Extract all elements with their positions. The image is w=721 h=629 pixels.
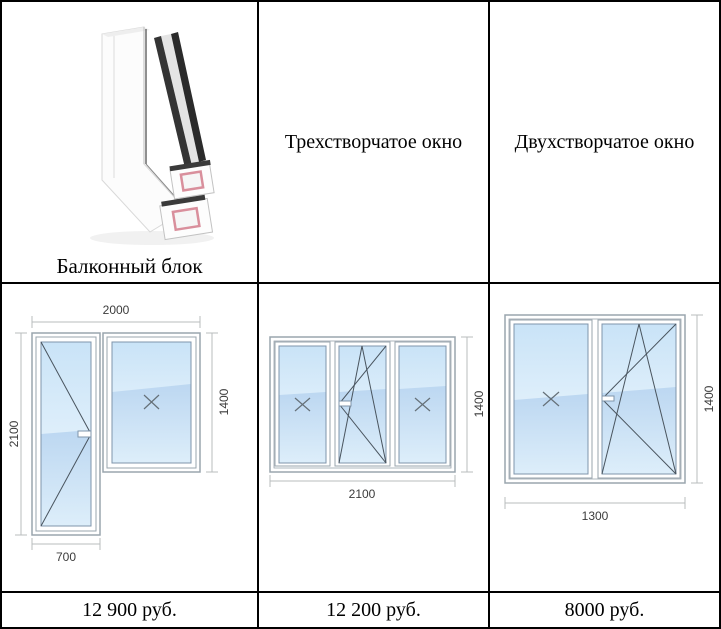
price-balcony-block: 12 900 руб. [82,598,177,621]
three-leaf-window-diagram [259,284,488,591]
cell-price-three-leaf [257,591,488,627]
cell-three-leaf-header [257,2,488,282]
two-leaf-window-diagram [490,284,719,591]
price-two-leaf: 8000 руб. [564,598,645,621]
cell-price-two-leaf [488,591,719,627]
cell-two-leaf-diagram [488,282,719,591]
frame-cross-section [159,194,212,239]
dim-label-width: 1300 [581,509,609,523]
product-name-two-leaf: Двухстворчатое окно [514,130,695,153]
dim-label-width-total: 2000 [102,303,130,317]
leaf2-handle [602,396,614,401]
product-name-balcony-block: Балконный блок [56,254,203,278]
balcony-block-diagram [2,284,257,591]
pvc-profile-corner-photo [54,18,224,250]
dimension-bottom [270,475,455,487]
cell-price-balcony-block [2,591,257,627]
sash-cross-section [169,160,215,199]
cell-balcony-block-diagram [2,282,257,591]
dim-label-width: 2100 [348,487,376,501]
dim-label-height: 1400 [702,385,716,413]
product-name-three-leaf: Трехстворчатое окно [284,130,463,153]
price-three-leaf: 12 200 руб. [326,598,421,621]
dim-label-height: 1400 [472,390,486,418]
dimension-bottom [32,538,100,550]
window-glass-reflection [112,384,191,463]
cell-two-leaf-header [488,2,719,282]
dim-label-door-height: 2100 [7,420,21,448]
dimension-top [32,316,200,328]
door-handle [78,431,91,437]
cell-three-leaf-diagram [257,282,488,591]
dim-label-window-height: 1400 [217,388,231,416]
dim-label-door-width: 700 [55,550,77,564]
cell-balcony-block-header [2,2,257,282]
leaf2-handle [339,401,351,406]
dimension-bottom [505,497,685,509]
